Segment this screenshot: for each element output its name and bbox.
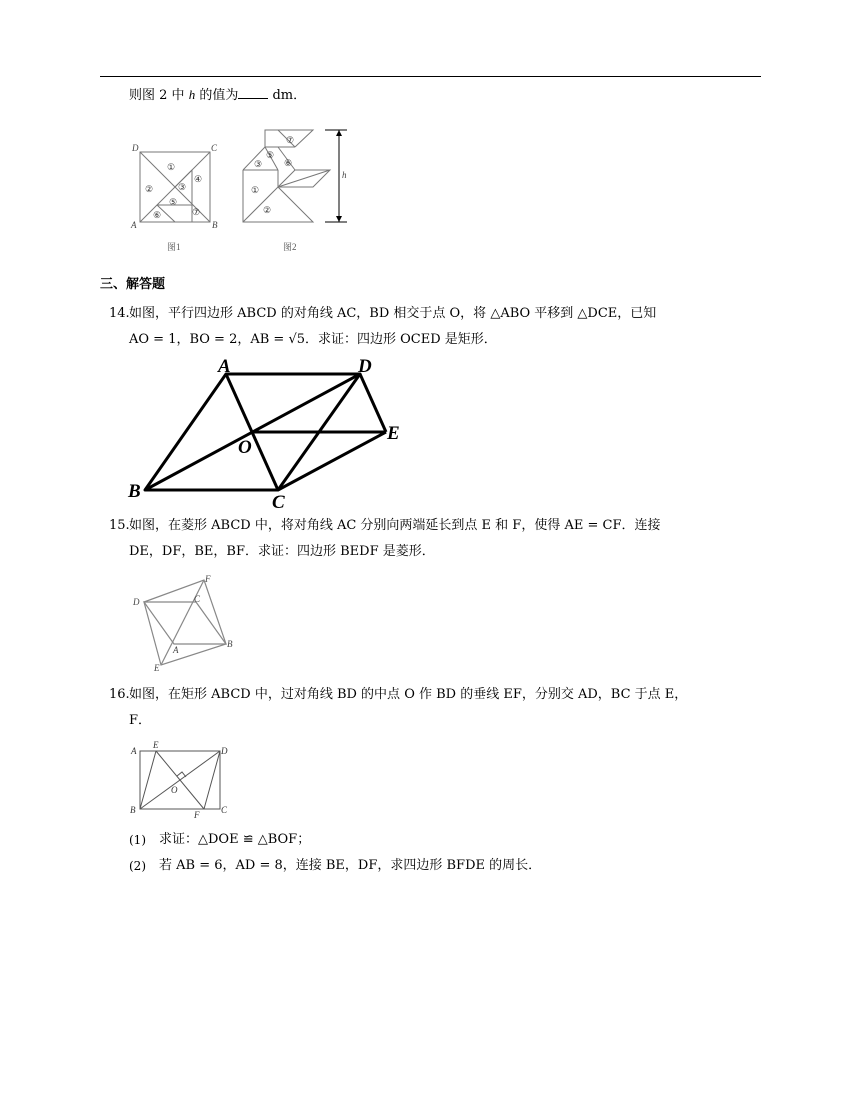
fig2-h-label: h	[342, 170, 347, 180]
q14-label-C: C	[272, 492, 285, 512]
q16-line1: 如图，在矩形 ABCD 中，过对角线 BD 的中点 O 作 BD 的垂线 EF，分别交 AD，BC 于点 E，	[129, 687, 688, 702]
q14-label-E: E	[387, 423, 400, 444]
q14-line1: 如图，平行四边形 ABCD 的对角线 AC，BD 相交于点 O，将 △ABO 平移到 △DCE，已知	[129, 306, 657, 321]
q13-answer-line	[129, 86, 306, 105]
fig1-piece-3: ③	[178, 182, 187, 192]
q16-number: 16.	[109, 687, 130, 702]
q13-answer-blank[interactable]	[238, 86, 268, 99]
fig2-piece-1: ①	[251, 185, 260, 195]
q13-text-before: 则图 2 中	[129, 88, 185, 103]
q16-sub1-text: 求证：△DOE ≌ △BOF；	[159, 832, 311, 847]
fig2-piece-2: ②	[263, 205, 272, 215]
q16-sub2-text: 若 AB = 6，AD = 8，连接 BE，DF，求四边形 BFDE 的周长．	[159, 858, 542, 873]
q15-label-E: E	[154, 663, 160, 673]
section-title: 三、解答题	[100, 277, 166, 292]
q14-figure	[120, 352, 420, 512]
q16-label-A: A	[131, 746, 137, 756]
q16-figure	[125, 738, 240, 823]
fig2-caption: 图2	[283, 242, 297, 252]
fig2-piece-3: ③	[254, 159, 263, 169]
fig2-piece-6: ⑥	[284, 158, 293, 168]
q16-sub1-number: (1)	[129, 833, 146, 847]
q14-line2: AO = 1，BO = 2，AB = √5．求证：四边形 OCED 是矩形．	[129, 332, 497, 347]
q15-label-B: B	[227, 639, 233, 649]
q15-label-D: D	[133, 597, 140, 607]
fig1-piece-6: ⑥	[153, 210, 162, 220]
fig1-label-A: A	[131, 220, 137, 230]
q13-figures	[125, 125, 365, 255]
q16-label-O: O	[171, 785, 178, 795]
q16-label-C: C	[221, 805, 228, 815]
header-rule	[100, 76, 761, 77]
q14-label-D: D	[358, 356, 372, 377]
q16-label-D: D	[221, 746, 228, 756]
q16-label-F: F	[194, 810, 200, 820]
fig1-piece-1: ①	[167, 162, 176, 172]
q15-line2: DE，DF，BE，BF．求证：四边形 BEDF 是菱形．	[129, 544, 435, 559]
fig1-piece-4: ④	[194, 174, 203, 184]
q13-text-after: 的值为	[199, 88, 239, 103]
fig1-label-B: B	[212, 220, 218, 230]
q15-figure	[125, 570, 245, 675]
fig1-label-D: D	[132, 143, 139, 153]
q16-label-E: E	[153, 740, 159, 750]
fig1-label-C: C	[211, 143, 218, 153]
q15-label-C: C	[194, 594, 201, 604]
q15-label-A: A	[173, 645, 179, 655]
fig2-piece-7: ⑦	[286, 135, 295, 145]
q14-number: 14.	[109, 306, 130, 321]
q16-sub2-number: (2)	[129, 859, 146, 873]
fig1-piece-7: ⑦	[192, 207, 201, 217]
q16-line2: F．	[129, 713, 152, 728]
q15-number: 15.	[109, 518, 130, 533]
q13-unit: dm．	[272, 88, 307, 103]
q14-label-O: O	[238, 437, 252, 458]
q14-label-B: B	[128, 481, 141, 502]
q16-label-B: B	[130, 805, 136, 815]
q15-label-F: F	[205, 574, 211, 584]
fig2-piece-5: ⑤	[266, 150, 275, 160]
q14-label-A: A	[218, 356, 231, 377]
fig1-piece-2: ②	[145, 184, 154, 194]
fig1-piece-5: ⑤	[169, 197, 178, 207]
fig1-caption: 图1	[167, 242, 181, 252]
q13-var-h: h	[188, 87, 196, 102]
q15-line1: 如图，在菱形 ABCD 中，将对角线 AC 分别向两端延长到点 E 和 F，使得 AE = CF．连接	[129, 518, 661, 533]
